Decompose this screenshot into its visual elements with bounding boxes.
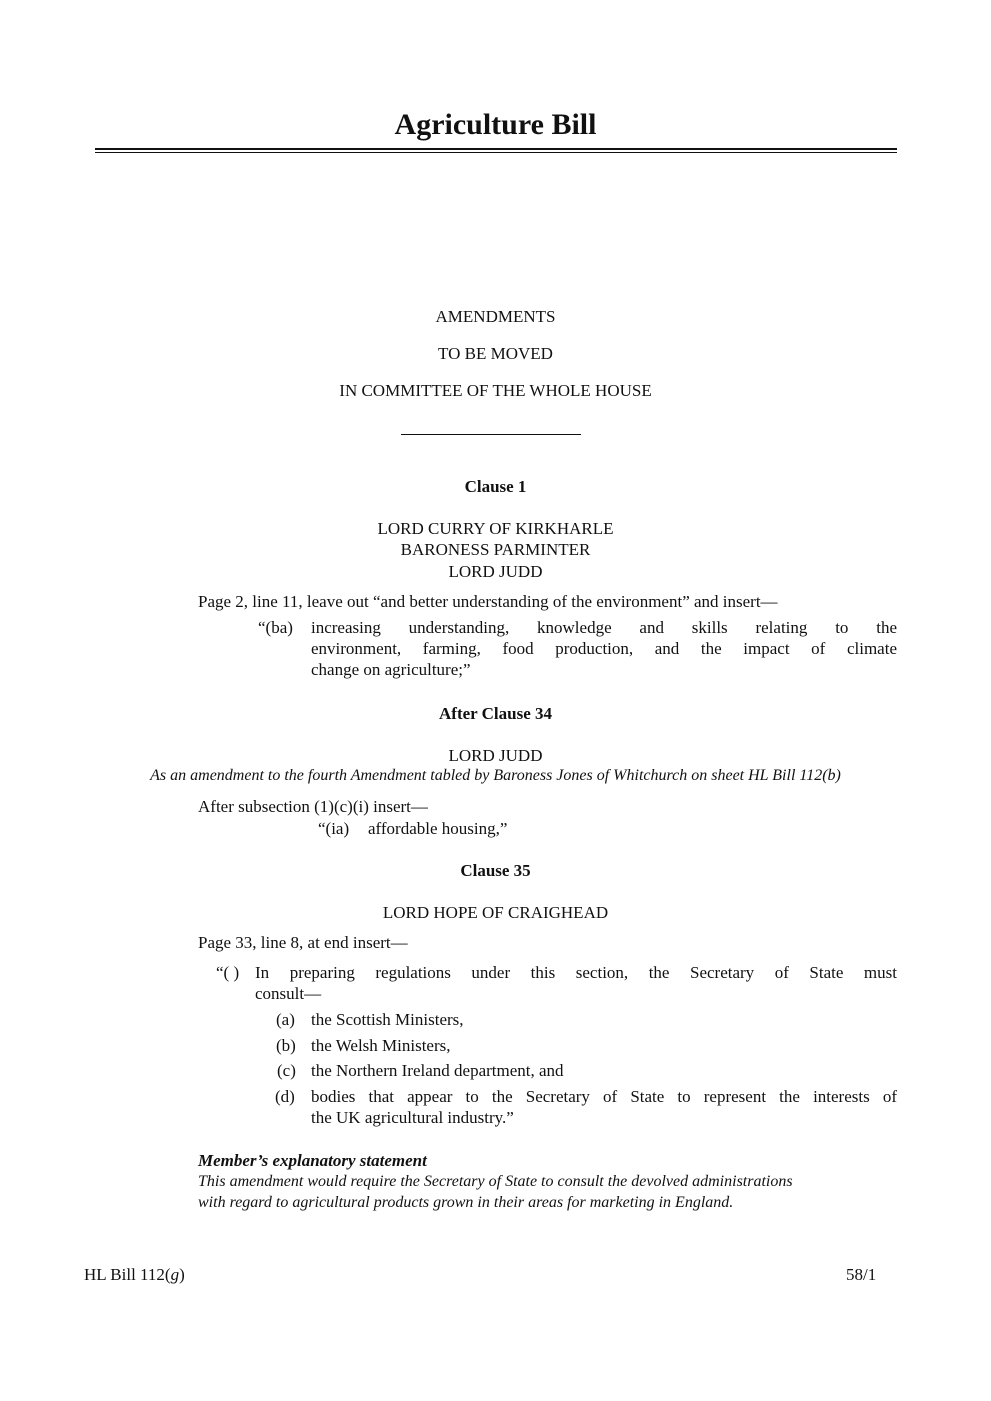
amendment-instruction: Page 33, line 8, at end insert— — [198, 933, 408, 952]
heading-line: IN COMMITTEE OF THE WHOLE HOUSE — [339, 381, 652, 400]
amendment-note: As an amendment to the fourth Amendment tabled by Baroness Jones of Whitchurch on sheet HL Bill 112(b) — [150, 767, 841, 784]
title-rule — [95, 152, 897, 153]
text-line: increasing understanding, knowledge and skills relating to the — [311, 618, 897, 637]
clause-heading: After Clause 34 — [439, 704, 552, 723]
page-number: 58/1 — [846, 1265, 877, 1284]
bill-letter: g — [170, 1265, 180, 1284]
member-name: BARONESS PARMINTER — [400, 540, 591, 559]
item-label: “(ba) — [258, 618, 293, 637]
text-line: consult— — [255, 984, 322, 1003]
divider — [401, 434, 581, 435]
heading-line: TO BE MOVED — [438, 344, 553, 363]
title-rule — [95, 148, 897, 150]
member-name: LORD CURRY OF KIRKHARLE — [377, 519, 614, 538]
amendment-instruction: Page 2, line 11, leave out “and better understanding of the environment” and insert— — [198, 592, 778, 611]
explanatory-statement — [198, 1171, 793, 1213]
subitem-text: the Welsh Ministers, — [311, 1036, 451, 1055]
inserted-text: affordable housing,” — [368, 819, 508, 838]
text-line: change on agriculture;” — [311, 660, 471, 679]
inserted-text — [255, 962, 897, 1004]
text-line: bodies that appear to the Secretary of State to represent the interests of — [311, 1087, 897, 1106]
subitem-text: the Northern Ireland department, and — [311, 1061, 564, 1080]
member-name: LORD JUDD — [448, 562, 543, 581]
text-line: In preparing regulations under this section, the Secretary of State must — [255, 963, 897, 982]
amendment-instruction: After subsection (1)(c)(i) insert— — [198, 797, 428, 816]
text-line: with regard to agricultural products grown in their areas for marketing in England. — [198, 1194, 734, 1211]
text-line: environment, farming, food production, and the impact of climate — [311, 639, 897, 658]
subitem-text: the Scottish Ministers, — [311, 1010, 464, 1029]
text-line: the UK agricultural industry.” — [311, 1108, 514, 1127]
subitem-label: (a) — [276, 1010, 295, 1029]
clause-heading: Clause 1 — [464, 477, 527, 496]
item-label: “(ia) — [318, 819, 350, 838]
subitem-label: (b) — [276, 1036, 296, 1055]
subitem-text — [311, 1086, 897, 1128]
item-label: “( ) — [216, 963, 240, 982]
bill-prefix: HL Bill 112( — [84, 1265, 171, 1284]
page-title: Agriculture Bill — [394, 108, 597, 141]
heading-line: AMENDMENTS — [435, 307, 556, 326]
subitem-label: (c) — [277, 1061, 296, 1080]
member-name: LORD JUDD — [448, 746, 543, 765]
clause-heading: Clause 35 — [460, 861, 531, 880]
inserted-text — [311, 617, 897, 680]
member-name: LORD HOPE OF CRAIGHEAD — [382, 903, 609, 922]
bill-suffix: ) — [179, 1265, 185, 1284]
bill-number — [84, 1265, 185, 1285]
subitem-label: (d) — [275, 1087, 295, 1106]
text-line: This amendment would require the Secretary of State to consult the devolved administrations — [198, 1173, 793, 1190]
statement-heading: Member’s explanatory statement — [198, 1151, 427, 1170]
